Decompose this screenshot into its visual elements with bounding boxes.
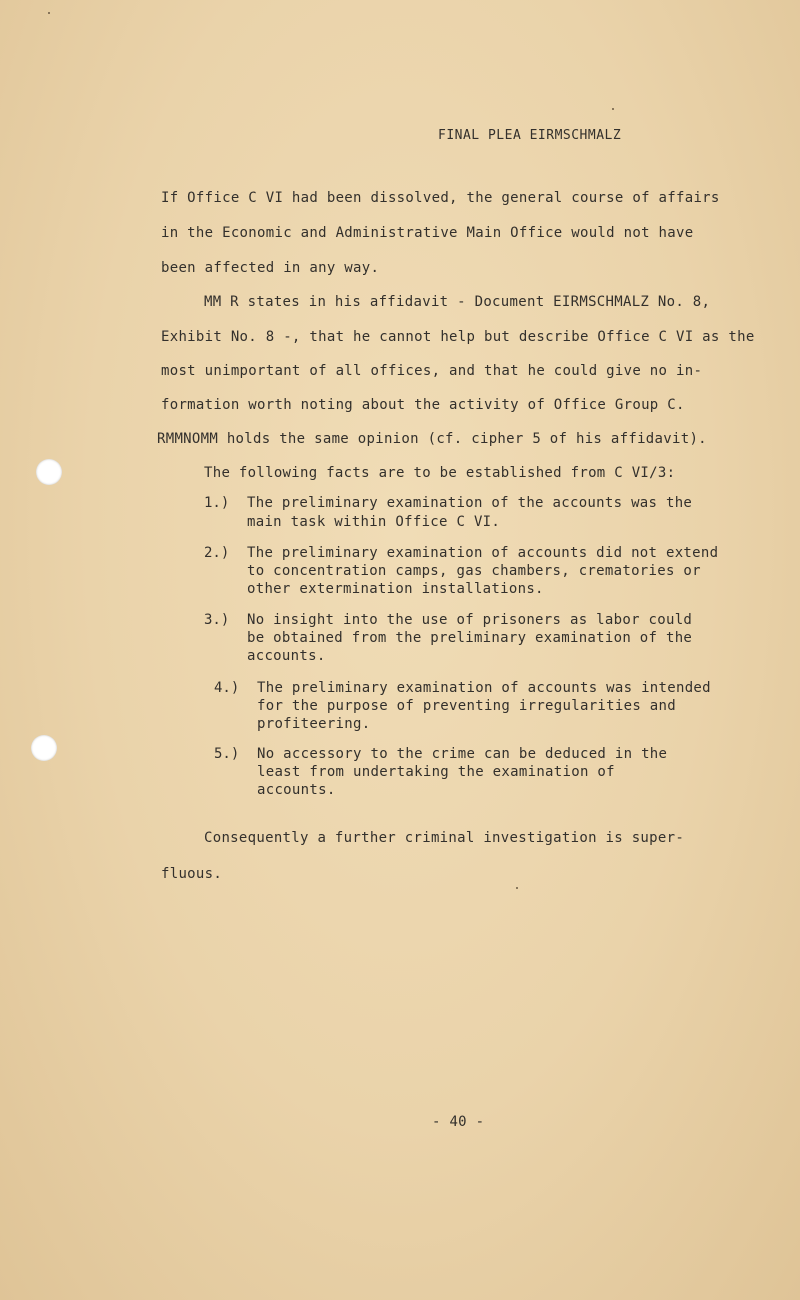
document-header: FINAL PLEA EIRMSCHMALZ bbox=[438, 128, 622, 143]
item-line: The preliminary examination of the accounts was the bbox=[247, 495, 693, 511]
item-line: to concentration camps, gas chambers, crematories or bbox=[247, 563, 701, 579]
item-line: accounts. bbox=[257, 782, 336, 798]
item-line: profiteering. bbox=[257, 716, 371, 732]
item-line: main task within Office C VI. bbox=[247, 514, 501, 530]
speck bbox=[612, 108, 614, 110]
para2-line: Exhibit No. 8 -, that he cannot help but describe Office C VI as the bbox=[161, 329, 755, 345]
para1-line: been affected in any way. bbox=[161, 260, 380, 276]
speck bbox=[48, 12, 50, 14]
speck bbox=[516, 887, 518, 889]
para2-line: most unimportant of all offices, and that he could give no in- bbox=[161, 363, 703, 379]
item-line: other extermination installations. bbox=[247, 581, 544, 597]
punch-hole-top bbox=[36, 459, 62, 485]
item-number: 5.) bbox=[214, 746, 240, 762]
facts-intro: The following facts are to be established from C VI/3: bbox=[204, 465, 676, 481]
item-number: 4.) bbox=[214, 680, 240, 696]
item-line: least from undertaking the examination of bbox=[257, 764, 615, 780]
conclusion-line: fluous. bbox=[161, 866, 223, 882]
conclusion-line: Consequently a further criminal investigation is super- bbox=[204, 830, 685, 846]
para2-line: MM R states in his affidavit - Document EIRMSCHMALZ No. 8, bbox=[204, 294, 711, 310]
para2-line: formation worth noting about the activity of Office Group C. bbox=[161, 397, 685, 413]
para2-line: RMMNOMM holds the same opinion (cf. cipher 5 of his affidavit). bbox=[157, 431, 707, 447]
item-line: No insight into the use of prisoners as labor could bbox=[247, 612, 693, 628]
para1-line: in the Economic and Administrative Main Office would not have bbox=[161, 225, 694, 241]
item-number: 1.) bbox=[204, 495, 230, 511]
item-number: 3.) bbox=[204, 612, 230, 628]
punch-hole-bottom bbox=[31, 735, 57, 761]
para1-line: If Office C VI had been dissolved, the general course of affairs bbox=[161, 190, 720, 206]
item-line: The preliminary examination of accounts was intended bbox=[257, 680, 711, 696]
page-number: - 40 - bbox=[432, 1114, 485, 1130]
item-line: for the purpose of preventing irregularities and bbox=[257, 698, 676, 714]
item-line: No accessory to the crime can be deduced in the bbox=[257, 746, 668, 762]
item-line: accounts. bbox=[247, 648, 326, 664]
item-line: be obtained from the preliminary examination of the bbox=[247, 630, 693, 646]
item-number: 2.) bbox=[204, 545, 230, 561]
item-line: The preliminary examination of accounts did not extend bbox=[247, 545, 719, 561]
